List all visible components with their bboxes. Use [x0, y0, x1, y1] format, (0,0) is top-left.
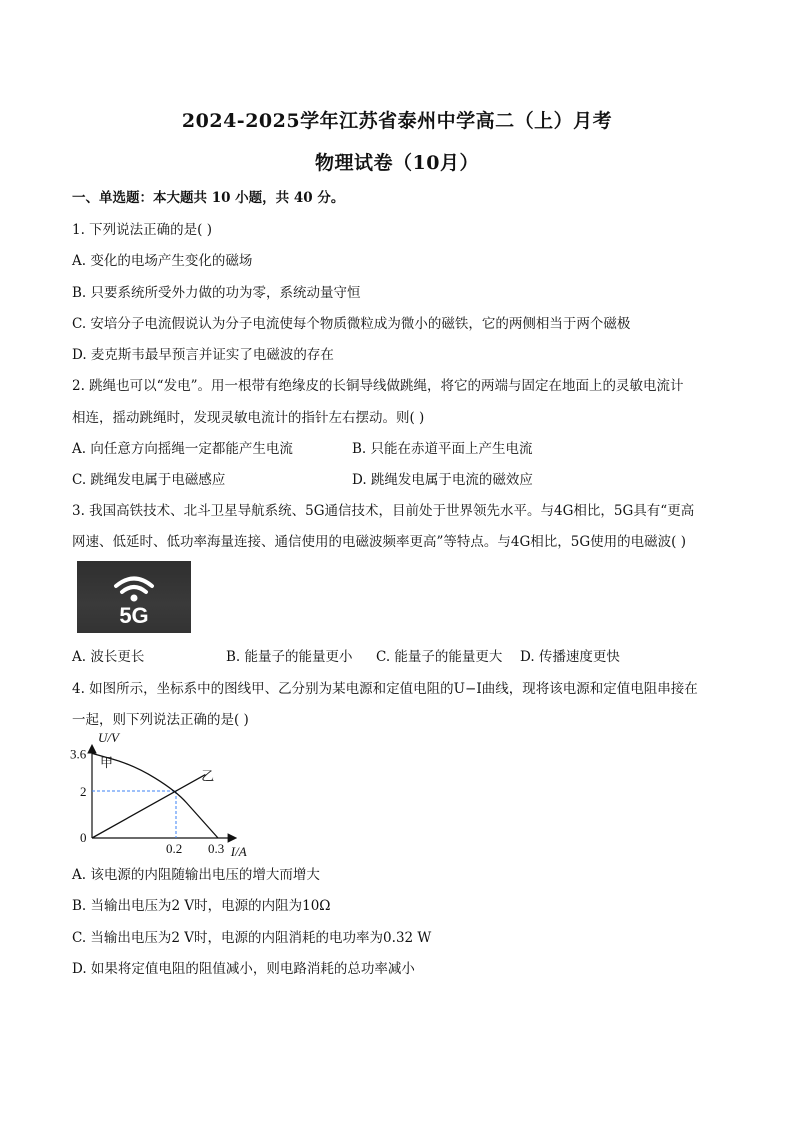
q1-option-c: C. 安培分子电流假说认为分子电流使每个物质微粒成为微小的磁铁，它的两侧相当于两个磁极 [72, 316, 631, 332]
question-4-stem-line2: 一起，则下列说法正确的是( ) [72, 712, 249, 728]
q1-option-b: B. 只要系统所受外力做的功为零，系统动量守恒 [72, 285, 361, 301]
q3-option-a: A. 波长更长 [72, 649, 145, 665]
question-1-stem: 1. 下列说法正确的是( ) [72, 222, 212, 238]
section-heading: 一、单选题：本大题共 10 小题，共 40 分。 [72, 190, 345, 206]
question-2-stem-line2: 相连，摇动跳绳时，发现灵敏电流计的指针左右摆动。则( ) [72, 410, 425, 426]
question-2-stem-line1: 2. 跳绳也可以“发电”。用一根带有绝缘皮的长铜导线做跳绳，将它的两端与固定在地面上的灵敏电流计 [72, 378, 684, 394]
x-tick-0-3: 0.3 [208, 841, 225, 856]
q3-option-c: C. 能量子的能量更大 [376, 649, 503, 665]
q2-option-c: C. 跳绳发电属于电磁感应 [72, 472, 226, 488]
q1-option-d: D. 麦克斯韦最早预言并证实了电磁波的存在 [72, 347, 334, 363]
q4-option-b: B. 当输出电压为2 V时，电源的内阻为10Ω [72, 898, 331, 914]
q2-option-b: B. 只能在赤道平面上产生电流 [352, 441, 533, 457]
q4-option-a: A. 该电源的内阻随输出电压的增大而增大 [72, 867, 320, 883]
series-jia-label: 甲 [100, 755, 114, 771]
y-tick-2: 2 [80, 784, 87, 799]
q2-option-a: A. 向任意方向摇绳一定都能产生电流 [72, 441, 293, 457]
5g-image [77, 561, 191, 633]
q4-option-c: C. 当输出电压为2 V时，电源的内阻消耗的电功率为0.32 W [72, 930, 432, 946]
q3-option-d: D. 传播速度更快 [520, 649, 620, 665]
wifi-signal-icon [77, 561, 191, 633]
question-3-stem-line2: 网速、低延时、低功率海量连接、通信使用的电磁波频率更高”等特点。与4G相比，5G使用的电磁波( ) [72, 534, 686, 550]
q4-option-d: D. 如果将定值电阻的阻值减小，则电路消耗的总功率减小 [72, 961, 415, 977]
5g-label: 5G [119, 603, 149, 628]
series-yi-label: 乙 [201, 768, 215, 784]
question-3-stem-line1: 3. 我国高铁技术、北斗卫星导航系统、5G通信技术，目前处于世界领先水平。与4G相比，5G具有“更高 [72, 503, 695, 519]
y-tick-3-6: 3.6 [70, 746, 87, 762]
x-tick-0-2: 0.2 [166, 841, 183, 856]
q2-option-d: D. 跳绳发电属于电流的磁效应 [352, 472, 533, 488]
y-axis-label: U/V [98, 730, 119, 745]
x-axis-label: I/A [230, 844, 247, 859]
question-4-stem-line1: 4. 如图所示，坐标系中的图线甲、乙分别为某电源和定值电阻的U−I曲线，现将该电源和定值电阻串接在 [72, 681, 698, 697]
q3-option-b: B. 能量子的能量更小 [226, 649, 353, 665]
origin-label: 0 [80, 830, 87, 845]
series-yi-line [92, 775, 205, 838]
q1-option-a: A. 变化的电场产生变化的磁场 [72, 253, 253, 269]
u-i-graph [68, 728, 248, 860]
exam-subtitle: 物理试卷（10月） [315, 152, 479, 174]
exam-title: 2024-2025学年江苏省泰州中学高二（上）月考 [181, 110, 613, 132]
